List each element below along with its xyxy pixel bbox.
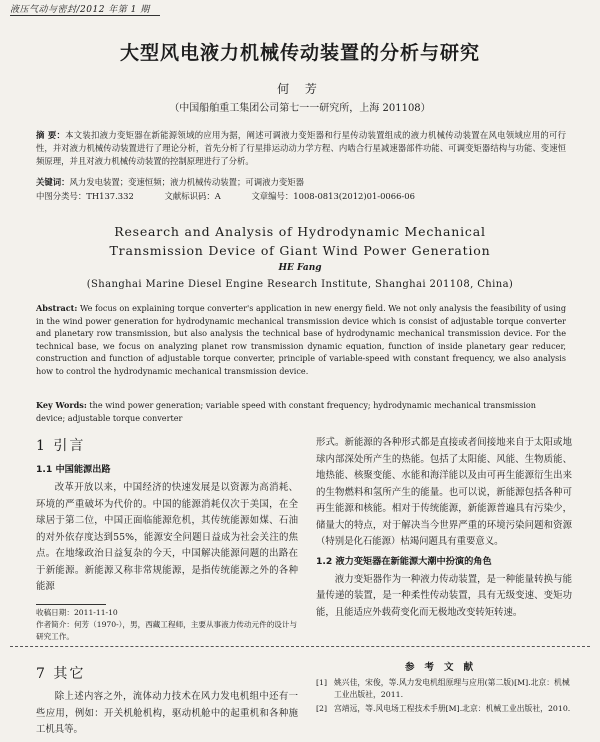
abstract-en [36, 302, 566, 378]
received-date: 收稿日期：2011-11-10 [36, 608, 118, 617]
abstract-en-text: We focus on explaining torque converter's application in new energy field. We not only analysis the feasibility of using in the wind power generation for hydrodynamic mechanical transmission device which is consist of adjustable torque converter and planetary row transmission, but also analysis the technical base of hydrodynamic mechanical transmission device. For the technical base, we focus on analyzing planet row transmission dynamic equation, function of inside planetary gear reducer, construction and function of adjustable torque converter, principle of variable-speed with constant frequency, we also analysis how to control the hydrodynamic mechanical transmission device. [36, 303, 567, 376]
title-en-line-1: Research and Analysis of Hydrodynamic Mechanical [114, 224, 486, 239]
author-bio: 作者简介：何芳（1970-），男，西藏工程师，主要从事液力传动元件的设计与研究工作。 [36, 620, 298, 641]
paper-title-cn: 大型风电液力机械传动装置的分析与研究 [119, 42, 480, 64]
footnote-rule [36, 604, 106, 605]
author-name-cn: 何 芳 [277, 82, 323, 96]
references [316, 659, 572, 717]
keywords-en-label: Key Words: [36, 400, 87, 410]
section-1-1-paragraph-cont: 形式。新能源的各种形式都是直接或者间接地来自于太阳或地球内部深处所产生的热能。包括了太阳能、风能、生物质能、地热能、核聚变能、水能和海洋能以及由可再生能源衍生出来的生物燃料和氢所产生的能量。也可以说，新能源包括各种可再生能源和核能。相对于传统能源，新能源普遍具有污染少，储量大的特点，对于解决当今世界严重的环境污染问题和资源（特别是化石能源）枯竭问题具有重要意义。 [316, 437, 572, 547]
abstract-cn-label: 摘 要： [36, 130, 66, 140]
section-7 [36, 663, 298, 739]
title-en-line-2: Transmission Device of Giant Wind Power Generation [109, 243, 491, 258]
abstract-cn-text: 本文装扣液力变矩器在新能源领域的应用为据，阐述可调液力变矩器和行星传动装置组成的液力机械传动装置在风电领域应用的可行性，并对液力机械传动装置进行了理论分析，首先分析了行星排运动动力学方程、内啮合行星减速器部件功能、可调变矩器结构与功能、变速恒频原理，并且对液力机械传动装置的控制原理进行了分析。 [36, 130, 566, 166]
keywords-cn [36, 176, 566, 188]
page-cut-separator [10, 646, 590, 647]
affiliation-cn: （中国船舶重工集团公司第七一一研究所，上海 201108） [169, 103, 431, 114]
references-title: 参考文献 [404, 662, 483, 673]
reference-item [316, 677, 572, 701]
section-1-2-paragraph: 液力变矩器作为一种液力传动装置，是一种能量转换与能量传递的装置，是一种柔性传动装置，具有无级变速、变矩功能，且能适应外载荷变化而无极地改变转矩转速。 [316, 573, 572, 618]
affiliation-en: (Shanghai Marine Diesel Engine Research Institute, Shanghai 201108, China) [86, 279, 514, 290]
left-column [36, 435, 298, 596]
keywords-en-text: the wind power generation; variable speed with constant frequency; hydrodynamic mechanical transmission device; adjustable torque converter [36, 400, 536, 423]
abstract-en-label: Abstract: [36, 303, 78, 313]
section-7-heading: 7 其它 [36, 666, 86, 682]
keywords-cn-text: 风力发电装置；变速恒频；液力机械传动装置；可调液力变矩器 [69, 177, 304, 187]
author-name-en: HE Fang [278, 263, 322, 273]
section-1-heading: 1 引言 [36, 438, 86, 454]
classification-meta [36, 190, 566, 202]
section-1-1-paragraph: 改革开放以来，中国经济的快速发展是以资源为高消耗、环境的严重破坏为代价的。中国的能源消耗仅次于美国，在全球居于第二位，中国正面临能源危机，其传统能源如煤、石油的对外依存度达到55%，能源安全问题日益成为社会关注的焦点。在地缘政治日益复杂的今天，中国解决能源问题的出路在于新能源。新能源又称非常规能源，是指传统能源之外的各种能源 [36, 482, 298, 592]
subsection-1-1-heading: 1.1 中国能源出路 [36, 464, 111, 475]
keywords-en [36, 399, 566, 424]
clc-number: 中图分类号：TH137.332 [36, 191, 134, 201]
running-head: 液压气动与密封/2012 年第 1 期 [10, 2, 160, 16]
reference-item [316, 703, 572, 715]
right-column [316, 435, 572, 621]
reference-text: 宫靖远，等.风电场工程技术手册[M].北京：机械工业出版社，2010. [334, 704, 571, 713]
reference-number: [2] [316, 704, 328, 713]
article-number: 文章编号：1008-0813(2012)01-0066-06 [251, 191, 415, 201]
keywords-cn-label: 关键词： [36, 177, 70, 187]
section-7-paragraph: 除上述内容之外，流体动力技术在风力发电机组中还有一些应用，例如：开关机舱机构，驱动机舱中的起重机和各种施工机具等。 [36, 691, 298, 735]
reference-text: 姚兴佳，宋俊，等.风力发电机组原理与应用(第二版)[M].北京：机械工业出版社，2011. [334, 678, 570, 699]
footnote [36, 607, 298, 643]
subsection-1-2-heading: 1.2 液力变矩器在新能源大潮中扮演的角色 [316, 555, 492, 567]
paper-title-en [0, 222, 600, 260]
document-code: 文献标识码：A [164, 191, 221, 201]
reference-number: [1] [316, 678, 328, 687]
abstract-cn [36, 129, 566, 168]
